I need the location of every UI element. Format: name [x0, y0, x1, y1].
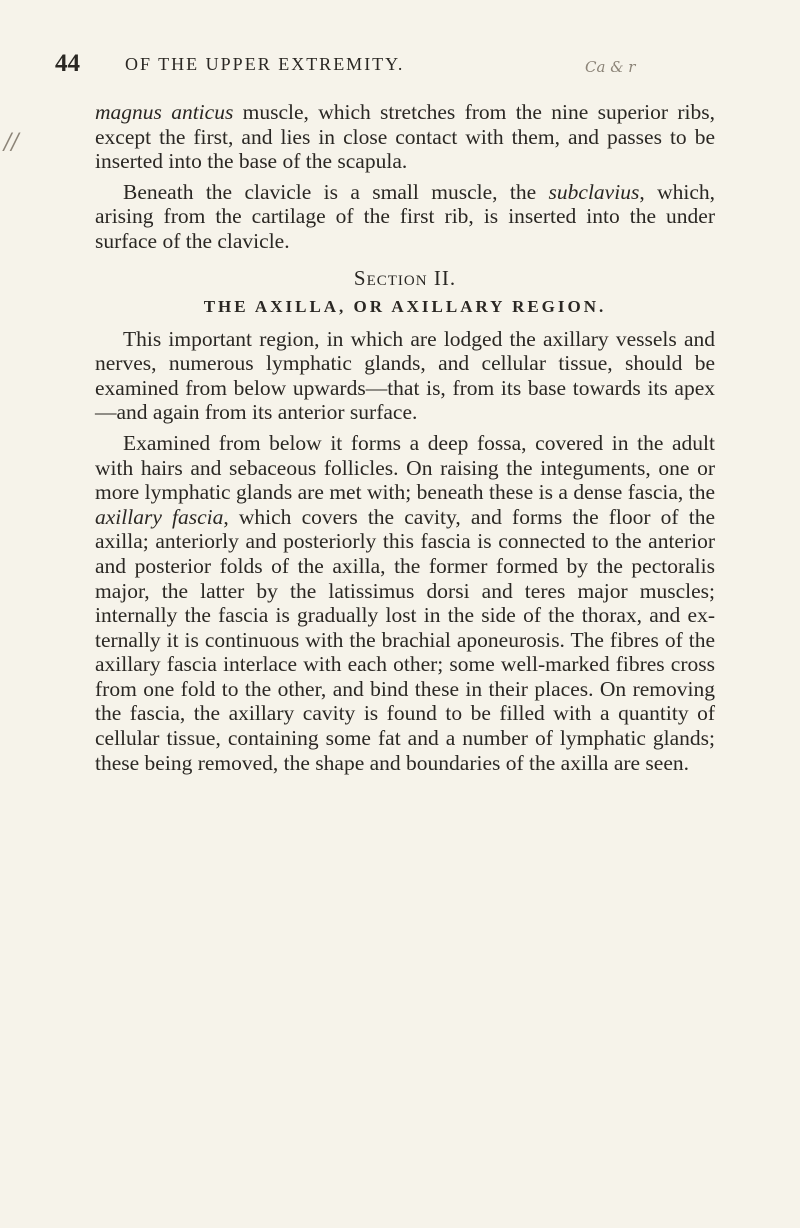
italic-term: magnus anticus	[95, 100, 234, 124]
body-text	[95, 100, 715, 775]
text-run: Examined from below it forms a deep fossa, covered in the adult with hairs and sebaceous follicles. On raising the integuments, one or more lymphatic glands are met with; beneath these is a dense fascia, the	[95, 430, 715, 505]
section-title: THE AXILLA, OR AXILLARY REGION.	[203, 296, 607, 316]
italic-term: axillary fascia	[95, 504, 224, 529]
section-paragraphs	[95, 327, 715, 776]
running-head: OF THE UPPER EXTREMITY.	[125, 54, 405, 74]
text-run: This important region, in which are lodged the axillary vessels and nerves, numerous lymphatic glands, and cellular tissue, should be examined from below upwards—that is, from its base towards its apex—and again from its anterior surface.	[95, 326, 715, 425]
text-run: , which covers the cavity, and forms the floor of the axilla; anteriorly and posteriorly this fascia is connected to the anterior and posterior folds of the axilla, the former formed by the pectoralis major, the latter by the latissimus dorsi and teres major muscles; internally the fascia is gradually lost in the side of the thorax, and externally it is continuous with the brachial aponeurosis. The fibres of the axillary fascia interlace with each other; some well-marked fibres cross from one fold to the other, and bind these in their places. On removing the fascia, the axillary cavity is found to be filled with a quantity of cellular tissue, containing some fat and a number of lymphatic glands; these being removed, the shape and boundaries of the axilla are seen.	[95, 504, 715, 775]
text-run: Beneath the clavicle is a small muscle, the	[123, 179, 549, 204]
paragraph	[95, 180, 715, 254]
page-number: 44	[55, 50, 80, 77]
paragraph	[95, 100, 715, 174]
handwritten-marginal-note: Ca & r	[585, 58, 636, 76]
section-label: Section II.	[353, 265, 457, 290]
italic-term: subclavius	[548, 179, 640, 204]
margin-pencil-marks: //	[4, 130, 19, 155]
page-header	[55, 50, 725, 90]
pre-section-paragraphs	[95, 100, 715, 254]
paragraph	[95, 327, 715, 425]
text-run: , which, arising from the cartilage of the first rib, is inserted into the under surface of the clavicle.	[95, 179, 715, 253]
text-run: muscle, which stretches from the nine superior ribs, except the first, and lies in close contact with them, and passes to be inserted into the base of the scapula.	[95, 100, 715, 174]
paragraph	[95, 431, 715, 775]
